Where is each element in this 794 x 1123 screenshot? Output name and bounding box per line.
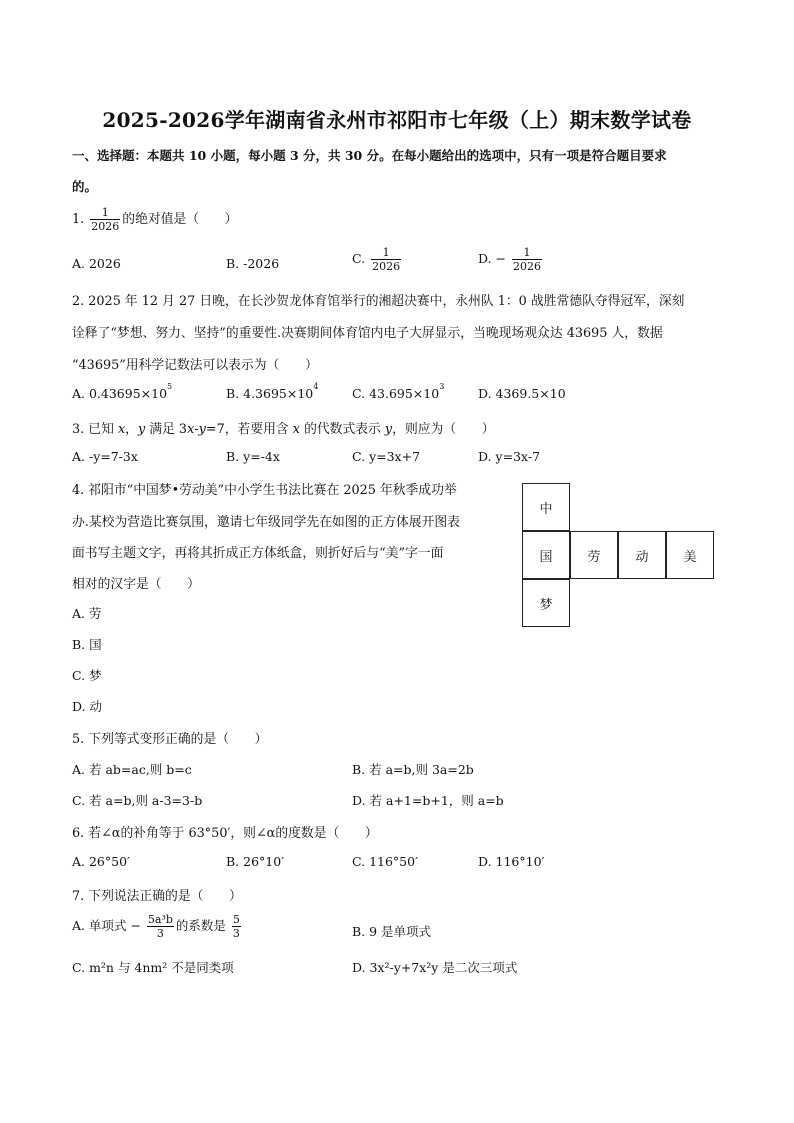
net-cell-bottom: 梦 <box>522 579 570 627</box>
fraction: $\frac{5}{3}$ <box>232 913 240 940</box>
q3-option-b: B. y=-4x <box>226 449 280 464</box>
exam-title: 2025-2026学年湖南省永州市祁阳市七年级（上）期末数学试卷 <box>102 108 692 132</box>
question-5-stem: 5. 下列等式变形正确的是（ ） <box>72 732 268 747</box>
q1-option-d: D. − $\frac{1}{2026}$ <box>478 246 541 273</box>
q2-option-d: D. 4369.5×10 <box>478 386 566 401</box>
q7-option-c: C. m²n 与 4nm² 不是同类项 <box>72 960 234 975</box>
net-cell-row-1: 国 <box>522 531 570 579</box>
q5-option-b: B. 若 a=b,则 3a=2b <box>352 762 474 777</box>
q1-option-c: C. $\frac{1}{2026}$ <box>352 246 401 273</box>
q6-option-d: D. 116°10′ <box>478 854 545 869</box>
question-2-line-2: 诠释了“梦想、努力、坚持”的重要性.决赛期间体育馆内电子大屏显示，当晚现场观众达 43695 人，数据 <box>72 326 663 341</box>
question-6-stem: 6. 若∠α的补角等于 63°50′，则∠α的度数是（ ） <box>72 826 378 841</box>
q6-option-a: A. 26°50′ <box>72 854 130 869</box>
question-1-stem: 1. $\frac{1}{2026}$ 的绝对值是（ ） <box>72 206 238 233</box>
question-4-line-4: 相对的汉字是（ ） <box>72 577 200 592</box>
q3-option-a: A. -y=7-3x <box>72 449 138 464</box>
q1-option-a: A. 2026 <box>72 256 121 271</box>
question-7-stem: 7. 下列说法正确的是（ ） <box>72 889 242 904</box>
question-4-line-3: 面书写主题文字，再将其折成正方体纸盒，则折好后与“美”字一面 <box>72 546 444 561</box>
question-number: 1. <box>72 212 85 227</box>
q7-option-a: A. 单项式 − $\frac{\text{5a³b}}{3}$ 的系数是 $\frac{5}{3}$ <box>72 913 240 940</box>
q4-option-c: C. 梦 <box>72 668 102 683</box>
q3-option-d: D. y=3x-7 <box>478 449 541 464</box>
question-2-line-1: 2. 2025 年 12 月 27 日晚，在长沙贺龙体育馆举行的湘超决赛中，永州队 1：0 战胜常德队夺得冠军，深刻 <box>72 294 685 309</box>
net-cell-top: 中 <box>522 483 570 531</box>
question-2-line-3: “43695”用科学记数法可以表示为（ ） <box>72 358 318 373</box>
net-cell-row-2: 劳 <box>570 531 618 579</box>
q5-option-d: D. 若 a+1=b+1，则 a=b <box>352 793 504 808</box>
q4-option-d: D. 动 <box>72 699 103 714</box>
fraction: $\frac{1}{2026}$ <box>91 206 120 233</box>
cube-net-figure <box>522 483 719 629</box>
question-4-line-1: 4. 祁阳市“中国梦•劳动美”中小学生书法比赛在 2025 年秋季成功举 <box>72 483 457 498</box>
q2-option-b: B. $4.3695\times 10^4$ <box>226 382 319 401</box>
q5-option-a: A. 若 ab=ac,则 b=c <box>72 762 192 777</box>
q6-option-c: C. 116°50′ <box>352 854 418 869</box>
net-cell-row-4: 美 <box>666 531 714 579</box>
q7-option-d: D. 3x²-y+7x²y 是二次三项式 <box>352 960 518 975</box>
question-3-stem: 3. 已知 x，y 满足 3x-y=7，若要用含 x 的代数式表示 y，则应为（ ） <box>72 422 495 437</box>
fraction: $\frac{1}{2026}$ <box>372 246 401 273</box>
fraction: $\frac{1}{2026}$ <box>512 246 541 273</box>
q5-option-c: C. 若 a=b,则 a-3=3-b <box>72 793 203 808</box>
q3-option-c: C. y=3x+7 <box>352 449 421 464</box>
q4-option-b: B. 国 <box>72 637 102 652</box>
q6-option-b: B. 26°10′ <box>226 854 285 869</box>
fraction: $\frac{\text{5a³b}}{3}$ <box>147 913 173 940</box>
q1-option-b: B. -2026 <box>226 256 280 271</box>
q7-option-b: B. 9 是单项式 <box>352 924 432 939</box>
q4-option-a: A. 劳 <box>72 606 102 621</box>
q2-option-c: C. $43.695\times 10^3$ <box>352 382 445 401</box>
q2-option-a: A. $0.43695\times 10^5$ <box>72 382 173 401</box>
net-cell-row-3: 动 <box>618 531 666 579</box>
question-4-line-2: 办.某校为营造比赛氛围，邀请七年级同学先在如图的正方体展开图表 <box>72 515 460 530</box>
section-heading-line-1: 一、选择题：本题共 10 小题，每小题 3 分，共 30 分。在每小题给出的选项中，只有一项是符合题目要求 <box>72 148 667 163</box>
section-heading-line-2: 的。 <box>72 179 98 194</box>
